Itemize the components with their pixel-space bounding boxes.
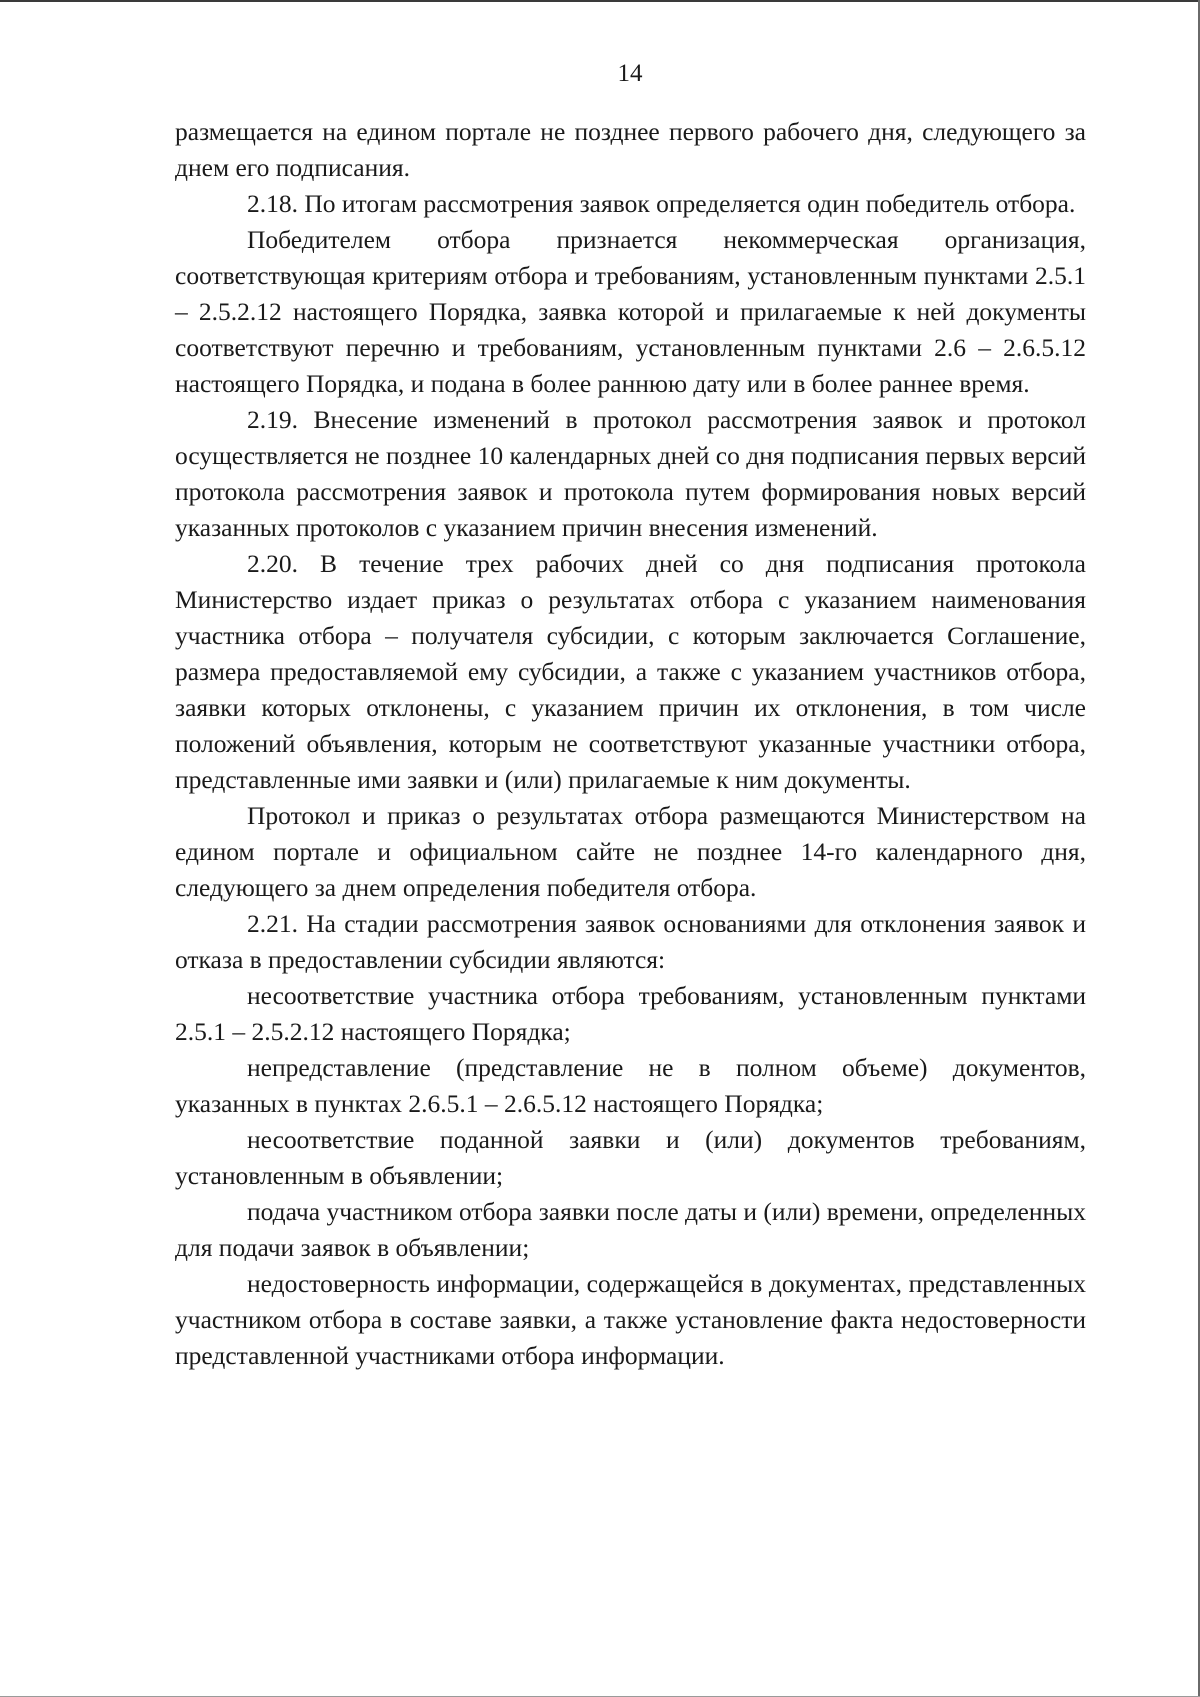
paragraph-2-20: 2.20. В течение трех рабочих дней со дня подписания протокола Министерство издает приказ о результатах отбора с указанием наименования участника отбора – получателя субсидии, с которым заключается Соглашение, размера предоставляемой ему субсидии, а также с указанием участников отбора, заявки которых отклонены, с указанием причин их отклонения, в том числе положений объявления, которым не соответствуют указанные участники отбора, представленные ими заявки и (или) прилагаемые к ним документы.: [175, 549, 1086, 794]
list-item-unreliable-information: недостоверность информации, содержащейся в документах, представленных участником отбора в составе заявки, а также установление факта недостоверности представленной участниками отбора информации.: [175, 1269, 1086, 1370]
paragraph-winner-criteria: Победителем отбора признается некоммерческая организация, соответствующая критериям отбора и требованиям, установленным пунктами 2.5.1 – 2.5.2.12 настоящего Порядка, заявка которой и прилагаемые к ней документы соответствуют перечню и требованиям, установленным пунктами 2.6 – 2.6.5.12 настоящего Порядка, и подана в более раннюю дату или в более раннее время.: [175, 225, 1086, 398]
paragraph-protocol-publication: Протокол и приказ о результатах отбора размещаются Министерством на едином портале и официальном сайте не позднее 14-го календарного дня, следующего за днем определения победителя отбора.: [175, 801, 1086, 902]
paragraph-2-18: 2.18. По итогам рассмотрения заявок определяется один победитель отбора.: [247, 189, 1076, 218]
list-item-late-submission: подача участником отбора заявки после даты и (или) времени, определенных для подачи заявок в объявлении;: [175, 1197, 1086, 1262]
document-body: [175, 114, 1086, 1374]
list-item-requirements-mismatch: несоответствие участника отбора требованиям, установленным пунктами 2.5.1 – 2.5.2.12 настоящего Порядка;: [175, 981, 1086, 1046]
paragraph-2-19: 2.19. Внесение изменений в протокол рассмотрения заявок и протокол осуществляется не позднее 10 календарных дней со дня подписания первых версий протокола рассмотрения заявок и протокола путем формирования новых версий указанных протоколов с указанием причин внесения изменений.: [175, 405, 1086, 542]
scan-edge-top: [0, 0, 1200, 2]
paragraph-continuation: размещается на едином портале не позднее первого рабочего дня, следующего за днем его подписания.: [175, 117, 1086, 182]
paragraph-2-21: 2.21. На стадии рассмотрения заявок основаниями для отклонения заявок и отказа в предоставлении субсидии являются:: [175, 909, 1086, 974]
list-item-application-mismatch: несоответствие поданной заявки и (или) документов требованиям, установленным в объявлении;: [175, 1125, 1086, 1190]
page-number: 14: [617, 60, 643, 87]
list-item-missing-documents: непредставление (представление не в полном объеме) документов, указанных в пунктах 2.6.5.1 – 2.6.5.12 настоящего Порядка;: [175, 1053, 1086, 1118]
